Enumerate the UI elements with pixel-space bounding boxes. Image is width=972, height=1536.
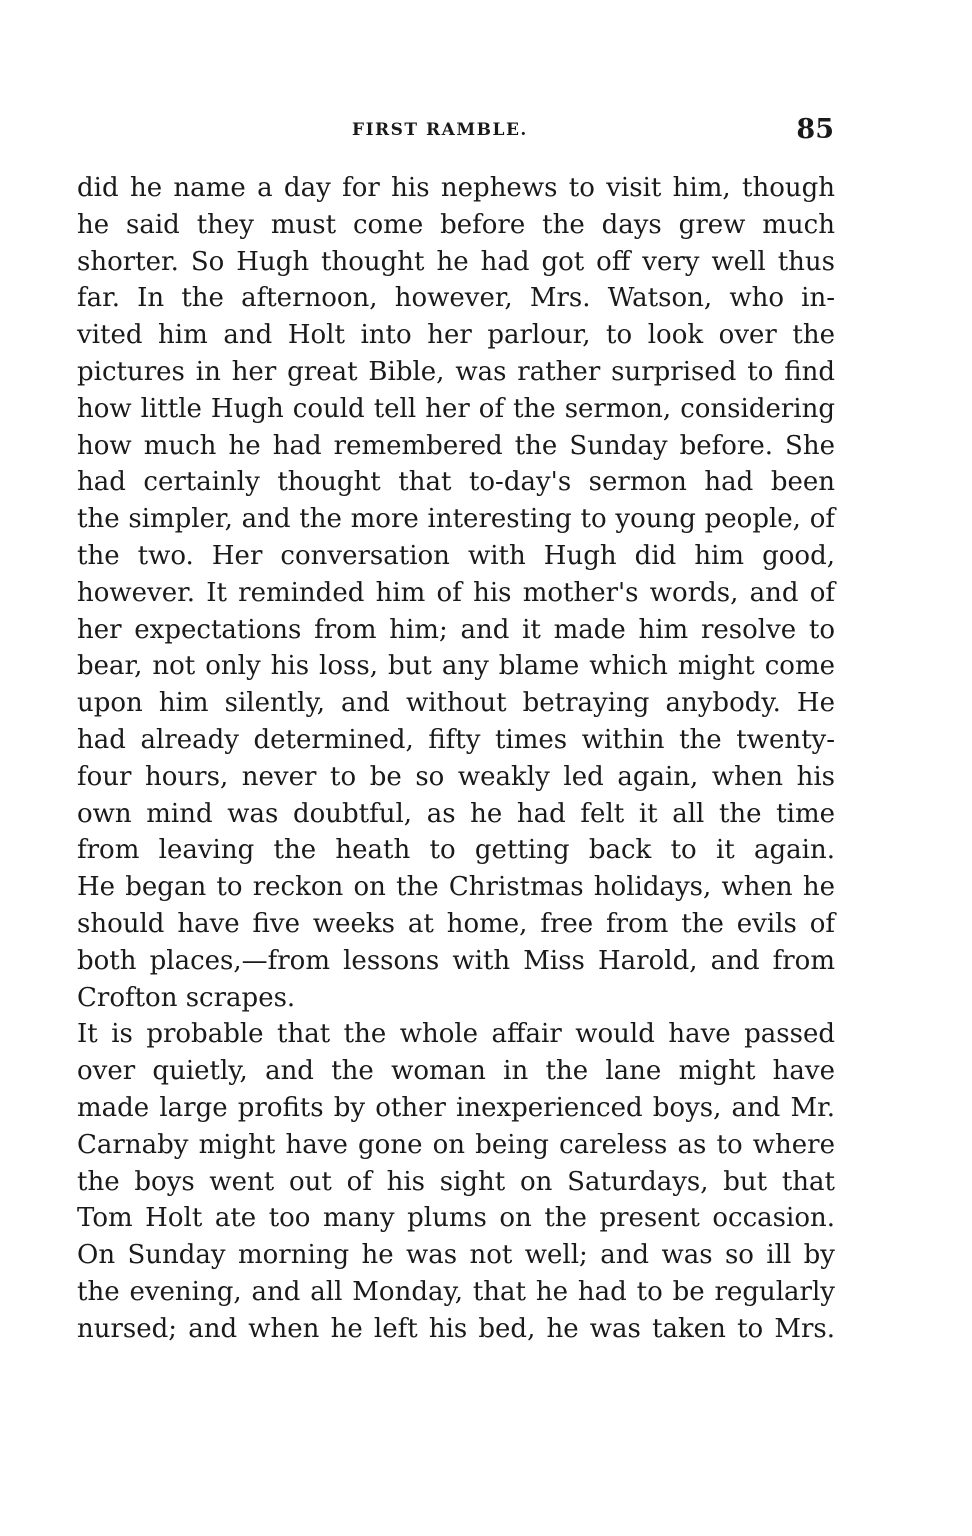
text-line: the two. Her conversation with Hugh did him good, [77, 540, 835, 571]
text-line: Crofton scrapes. [77, 982, 296, 1013]
text-line: should have five weeks at home, free from the evils of [77, 908, 835, 939]
page-number: 85 [796, 114, 834, 145]
text-line: Tom Holt ate too many plums on the present occasion. [77, 1203, 835, 1234]
text-line: vited him and Holt into her parlour, to look over the [77, 320, 835, 351]
text-line: had already determined, fifty times within the twenty- [77, 724, 835, 755]
text-line: from leaving the heath to getting back to it again. [77, 835, 835, 866]
text-line: upon him silently, and without betraying anybody. He [77, 688, 835, 719]
text-line: had certainly thought that to-day's sermon had been [77, 467, 835, 498]
text-line: own mind was doubtful, as he had felt it all the time [77, 798, 835, 829]
text-line: Carnaby might have gone on being careless as to where [77, 1129, 835, 1160]
text-line: the boys went out of his sight on Saturdays, but that [77, 1166, 835, 1197]
text-line: bear, not only his loss, but any blame which might come [77, 651, 835, 682]
text-line: both places,—from lessons with Miss Harold, and from [77, 945, 835, 976]
text-line: shorter. So Hugh thought he had got off very well thus [77, 246, 835, 277]
text-line: the evening, and all Monday, that he had to be regularly [77, 1276, 835, 1307]
body-text [77, 170, 835, 1348]
text-line: On Sunday morning he was not well; and was so ill by [77, 1240, 835, 1271]
text-line: how much he had remembered the Sunday before. She [77, 430, 835, 461]
text-line: made large profits by other inexperienced boys, and Mr. [77, 1092, 835, 1123]
text-line: however. It reminded him of his mother's words, and of [77, 577, 835, 608]
text-line: did he name a day for his nephews to visit him, though [77, 173, 835, 203]
text-line: pictures in her great Bible, was rather surprised to find [77, 356, 835, 387]
running-head: FIRST RAMBLE. [352, 120, 528, 140]
text-line: far. In the afternoon, however, Mrs. Watson, who in- [77, 283, 835, 314]
text-line: he said they must come before the days grew much [77, 209, 835, 240]
text-line: four hours, never to be so weakly led again, when his [77, 761, 835, 792]
text-line: how little Hugh could tell her of the sermon, considering [77, 393, 835, 424]
text-line: her expectations from him; and it made him resolve to [77, 614, 835, 645]
text-line: over quietly, and the woman in the lane might have [77, 1056, 835, 1087]
text-line: It is probable that the whole affair would have passed [77, 1019, 835, 1050]
text-line: nursed; and when he left his bed, he was taken to Mrs. [77, 1313, 835, 1344]
text-line: He began to reckon on the Christmas holidays, when he [77, 872, 835, 903]
text-line: the simpler, and the more interesting to young people, of [77, 504, 835, 535]
